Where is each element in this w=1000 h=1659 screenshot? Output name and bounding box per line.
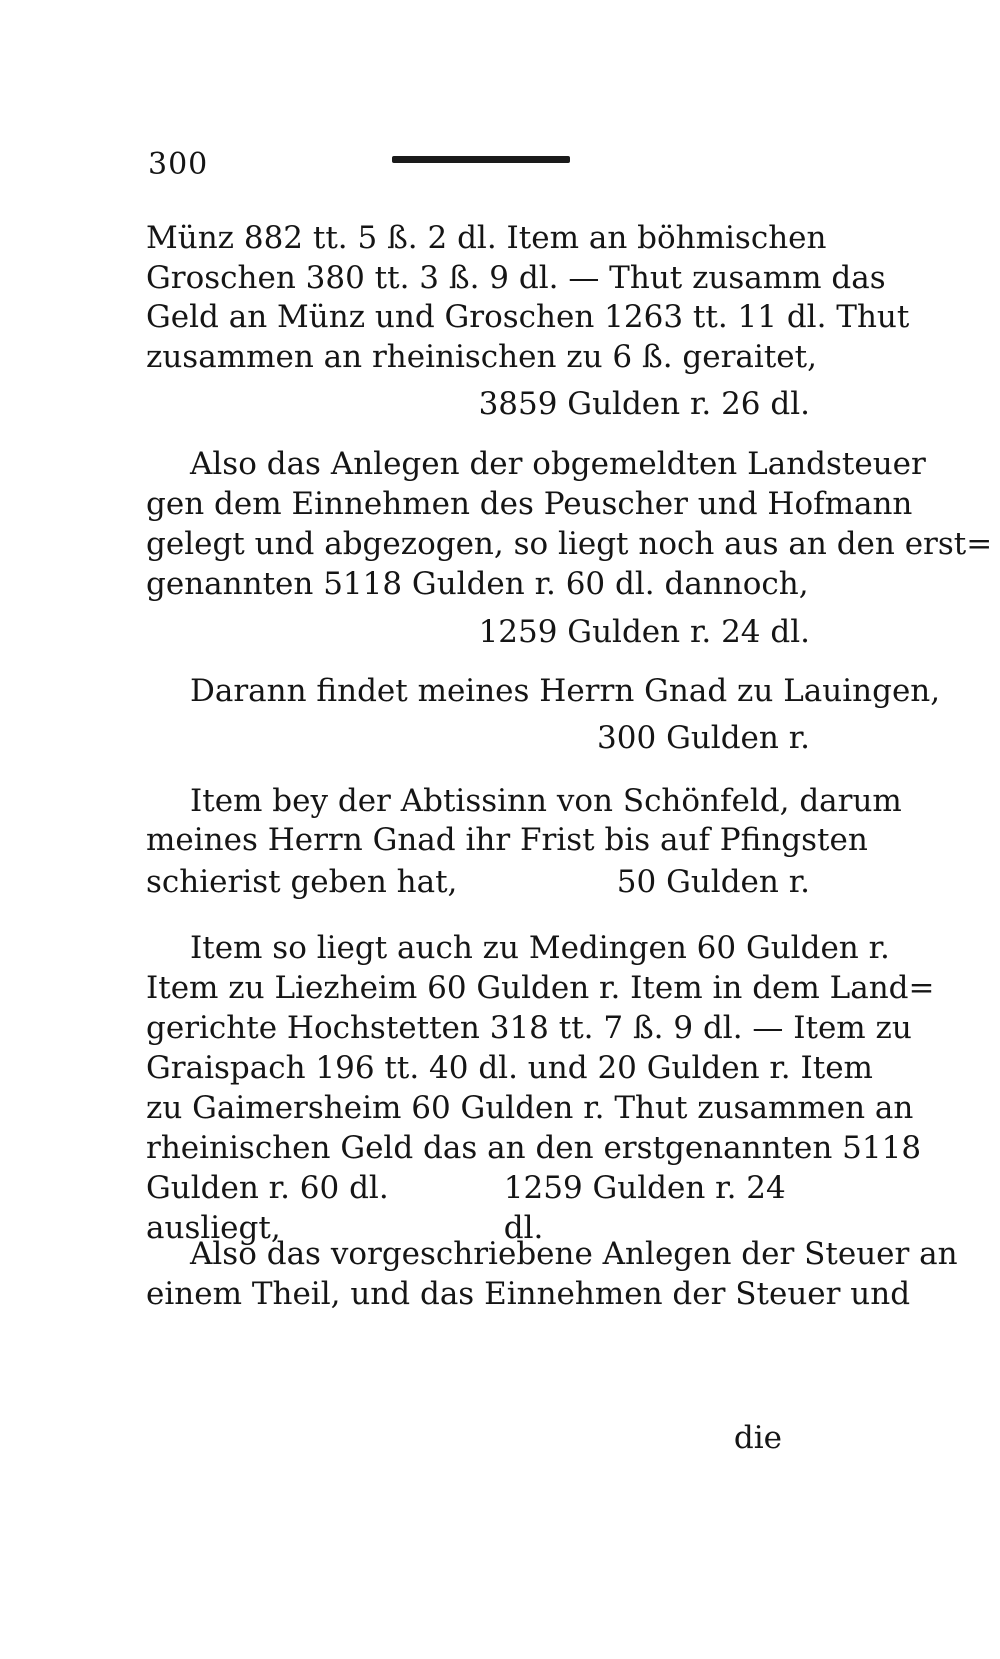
text-fragment: schierist geben hat,: [146, 864, 458, 900]
text-line: zu Gaimersheim 60 Gulden r. Thut zusammen an: [146, 1090, 914, 1126]
header-rule: [392, 156, 570, 163]
text-line: Also das vorgeschriebene Anlegen der Steuer an: [190, 1236, 958, 1272]
text-line: Graispach 196 tt. 40 dl. und 20 Gulden r. Item: [146, 1050, 873, 1086]
text-line: Item zu Liezheim 60 Gulden r. Item in dem Land=: [146, 970, 935, 1006]
page-number: 300: [148, 147, 209, 182]
text-line: Münz 882 tt. 5 ß. 2 dl. Item an böhmischen: [146, 220, 827, 256]
text-line-with-sum: [146, 862, 810, 902]
text-fragment: Gulden r. 60 dl. ausliegt,: [146, 1170, 389, 1246]
text-line: Also das Anlegen der obgemeldten Landsteuer: [190, 446, 926, 482]
text-line: Item so liegt auch zu Medingen 60 Gulden r.: [190, 930, 890, 966]
text-line: zusammen an rheinischen zu 6 ß. geraitet,: [146, 339, 817, 375]
text-line: einem Theil, und das Einnehmen der Steuer und: [146, 1276, 911, 1312]
text-line: Groschen 380 tt. 3 ß. 9 dl. — Thut zusamm das: [146, 260, 886, 296]
text-line: gen dem Einnehmen des Peuscher und Hofmann: [146, 486, 913, 522]
catchword: die: [733, 1420, 782, 1456]
sum-line: 300 Gulden r.: [597, 720, 810, 756]
text-line: meines Herrn Gnad ihr Frist bis auf Pfingsten: [146, 822, 868, 858]
sum-line: 1259 Gulden r. 24 dl.: [478, 614, 810, 650]
text-line-with-sum: [146, 1168, 810, 1246]
sum-fragment: 1259 Gulden r. 24 dl.: [503, 1170, 786, 1246]
text-line: genannten 5118 Gulden r. 60 dl. dannoch,: [146, 566, 809, 602]
sum-line: 3859 Gulden r. 26 dl.: [478, 386, 810, 422]
text-line: Geld an Münz und Groschen 1263 tt. 11 dl. Thut: [146, 299, 910, 335]
text-line: Darann findet meines Herrn Gnad zu Lauingen,: [190, 673, 941, 709]
text-line: gelegt und abgezogen, so liegt noch aus an den erst=: [146, 526, 993, 562]
sum-fragment: 50 Gulden r.: [616, 864, 810, 900]
text-line: gerichte Hochstetten 318 tt. 7 ß. 9 dl. — Item zu: [146, 1010, 912, 1046]
text-line: rheinischen Geld das an den erstgenannten 5118: [146, 1130, 922, 1166]
text-line: Item bey der Abtissinn von Schönfeld, darum: [190, 783, 902, 819]
